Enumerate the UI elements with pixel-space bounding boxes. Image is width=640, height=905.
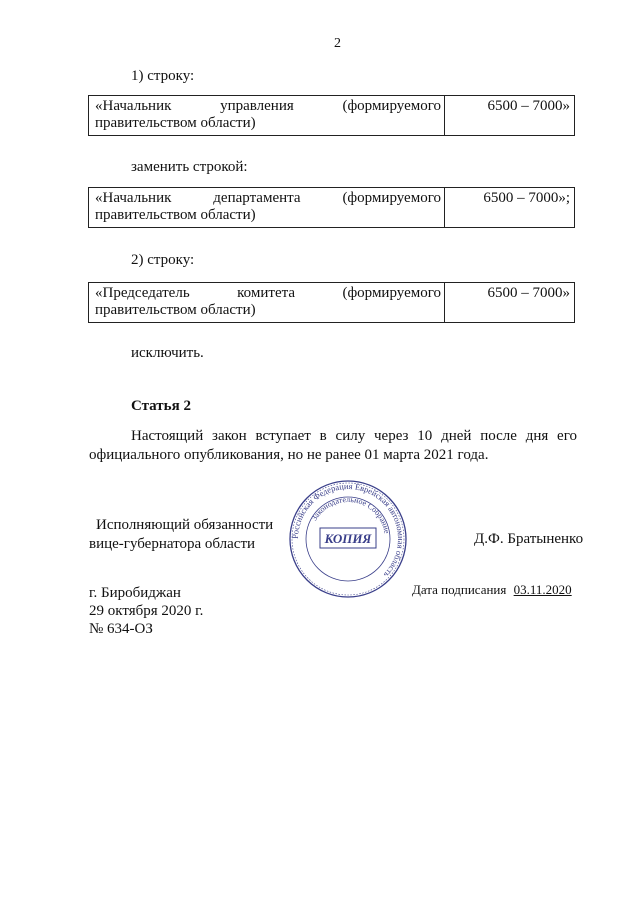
table-row-2-salary: 6500 – 7000»; <box>483 190 570 206</box>
exclude-label: исключить. <box>131 345 204 361</box>
article-text-line1: Настоящий закон вступает в силу через 10 дней после дня его <box>131 428 577 444</box>
signer-title-line2: вице-губернатора области <box>89 536 256 552</box>
line2: правительством области) <box>95 207 256 223</box>
word: управления <box>220 98 294 114</box>
signing-date: 03.11.2020 <box>513 582 572 597</box>
signer-title-line1: Исполняющий обязанности <box>96 517 274 533</box>
signer-name: Д.Ф. Братыненко <box>474 531 584 547</box>
official-seal-stamp <box>287 478 409 600</box>
city: г. Биробиджан <box>89 585 181 601</box>
article-title: Статья 2 <box>131 398 191 414</box>
item1-label: 1) строку: <box>131 68 195 84</box>
table-row-3-position <box>89 283 445 322</box>
table-row-1-salary: 6500 – 7000» <box>487 98 570 114</box>
table-row-2 <box>88 187 575 228</box>
table-row-3-salary: 6500 – 7000» <box>487 285 570 301</box>
stamp-inner-textpath: Законодательное Собрание <box>309 494 392 535</box>
stamp-outer-textpath: Российская Федерация Еврейская автономная область <box>289 480 407 580</box>
word: «Начальник <box>95 98 172 114</box>
word: департамента <box>213 190 301 206</box>
table-row-3 <box>88 282 575 323</box>
law-date: 29 октября 2020 г. <box>89 603 204 619</box>
line2: правительством области) <box>95 302 256 318</box>
table-row-2-position <box>89 188 445 227</box>
signing-date-block <box>412 582 572 598</box>
item2-label: 2) строку: <box>131 252 195 268</box>
stamp-center-text: КОПИЯ <box>324 531 372 546</box>
word: «Начальник <box>95 190 172 206</box>
word: комитета <box>237 285 295 301</box>
page-number: 2 <box>334 36 341 51</box>
signing-label: Дата подписания <box>412 582 507 597</box>
line2: правительством области) <box>95 115 256 131</box>
word: (формируемого <box>342 285 441 301</box>
law-number: № 634-ОЗ <box>89 621 153 637</box>
table-row-1 <box>88 95 575 136</box>
replace-label: заменить строкой: <box>131 159 248 175</box>
article-text-line2: официального опубликования, но не ранее 01 марта 2021 года. <box>89 447 489 463</box>
table-row-1-position <box>89 96 445 135</box>
word: (формируемого <box>342 98 441 114</box>
word: (формируемого <box>342 190 441 206</box>
word: «Председатель <box>95 285 190 301</box>
